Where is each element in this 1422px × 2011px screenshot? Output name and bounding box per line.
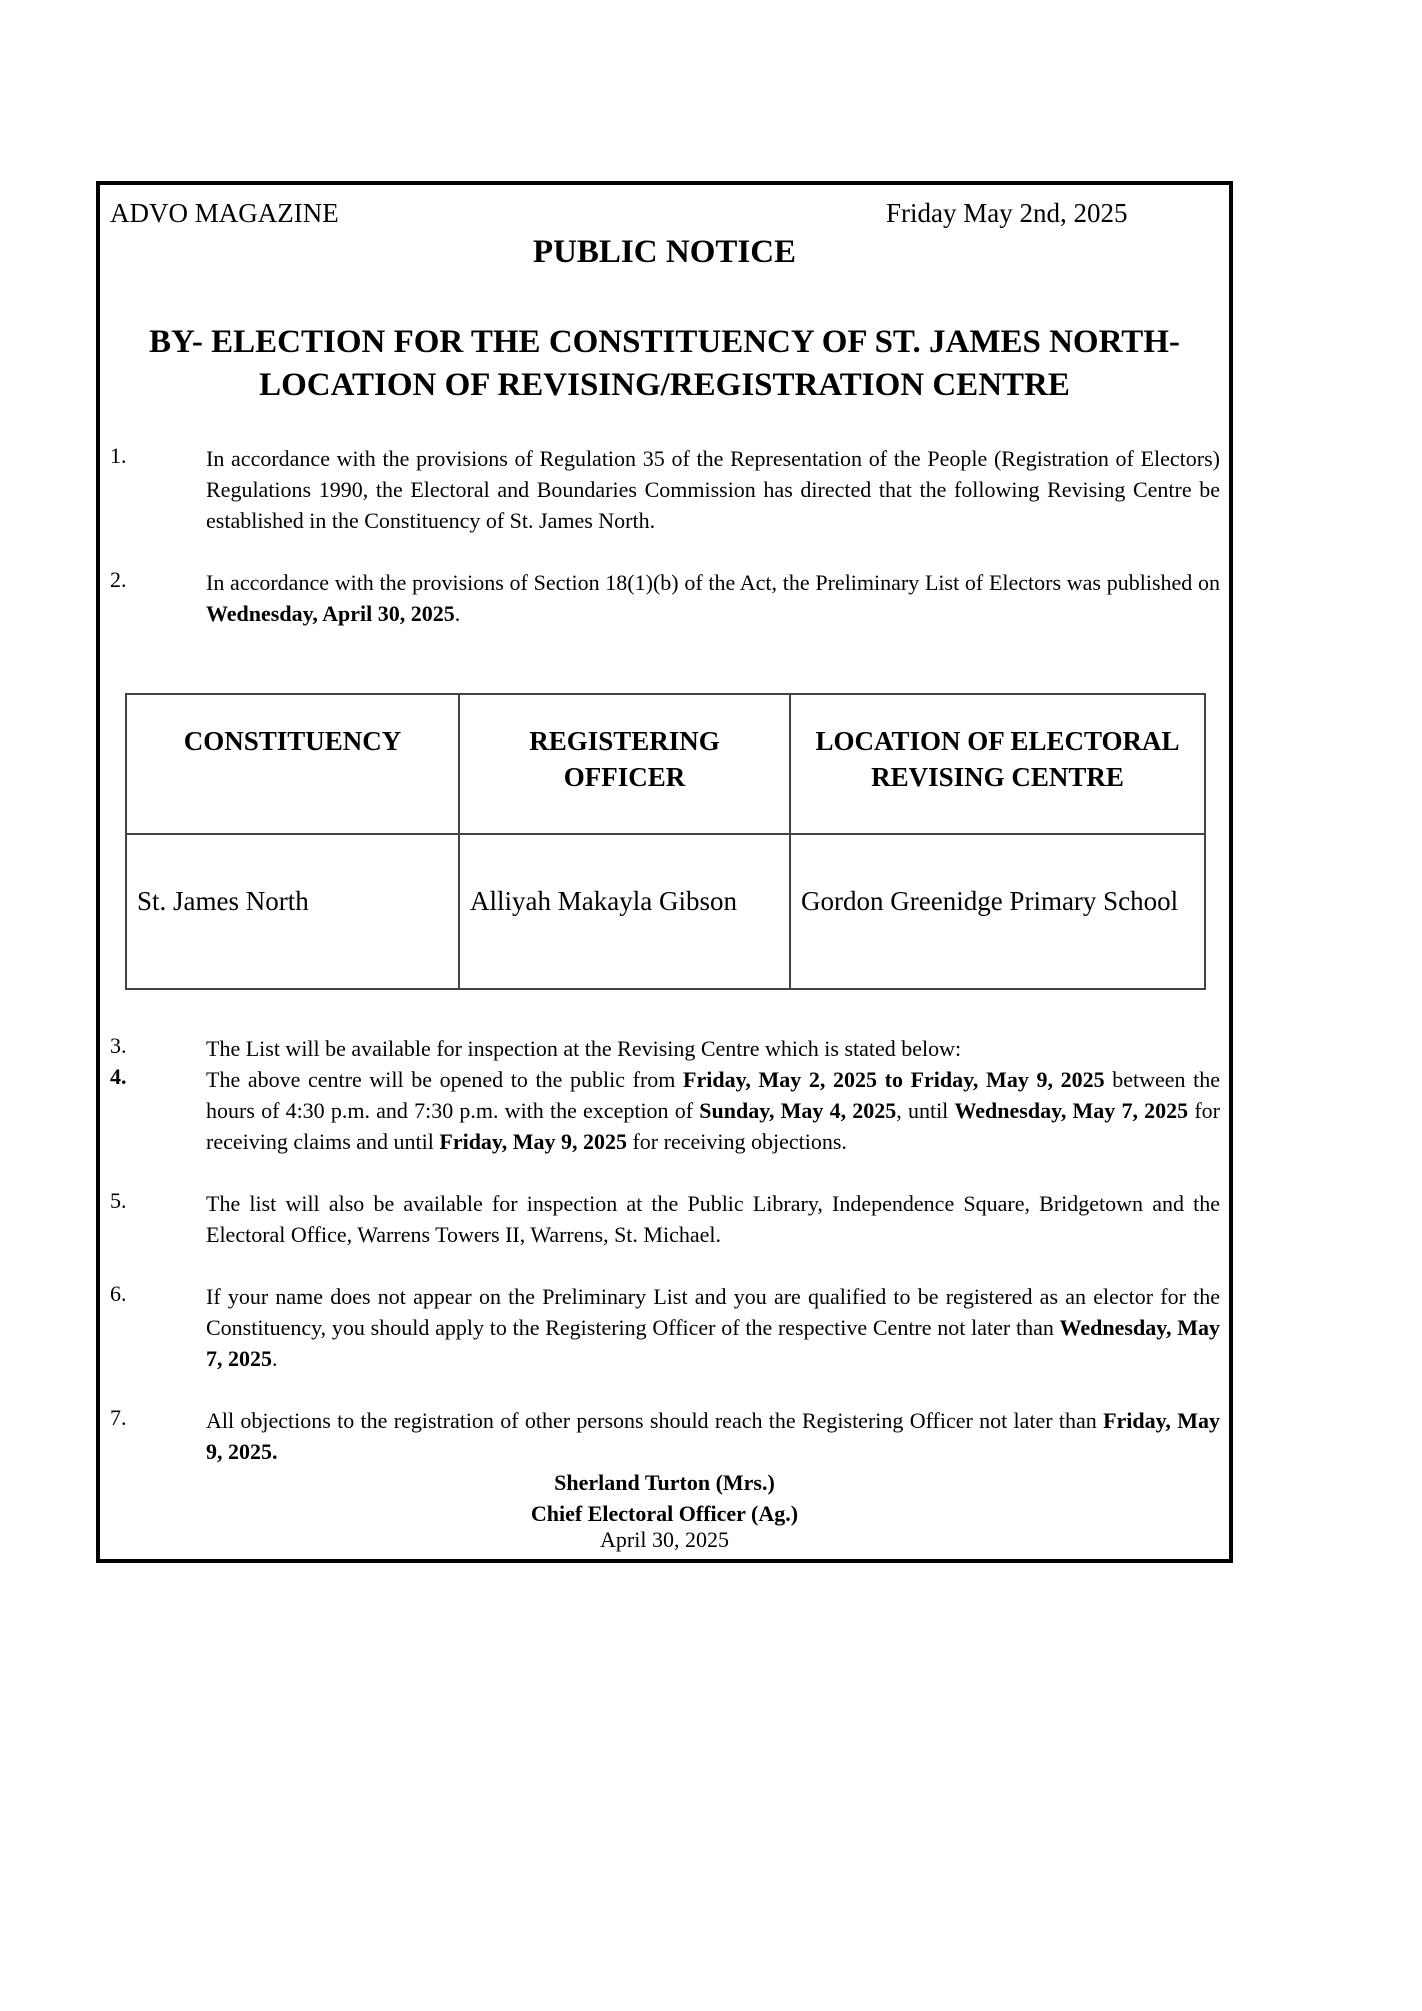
item-7-text: All objections to the registration of other persons should reach the Registering Officer not later than Friday, May 9, 2025. [206,1408,1220,1464]
revising-centre-table [125,693,1206,990]
signatory-role: Chief Electoral Officer (Ag.) [530,1501,799,1526]
item-2-text: In accordance with the provisions of Section 18(1)(b) of the Act, the Preliminary List of Electors was published on Wednesday, April 30, 2025. [206,570,1220,626]
signature-date: April 30, 2025 [600,1527,729,1552]
item-number: 2. [110,567,127,592]
item-number: 4. [110,1064,127,1089]
column-header-location: LOCATION OF ELECTORAL REVISING CENTRE [790,694,1205,834]
item-number: 6. [110,1281,127,1306]
publication-name: ADVO MAGAZINE [110,198,339,228]
cell-location: Gordon Greenidge Primary School [790,834,1205,989]
item-6-text: If your name does not appear on the Preliminary List and you are qualified to be registered as an elector for the Constituency, you should apply to the Registering Officer of the respective Centre not later than Wednesday, May 7, 2025. [206,1284,1220,1371]
item-number: 5. [110,1188,127,1213]
item-number: 3. [110,1033,127,1058]
item-5-text: The list will also be available for inspection at the Public Library, Independence Square, Bridgetown and the Electoral Office, Warrens Towers II, Warrens, St. Michael. [206,1191,1220,1247]
column-header-registering-officer: REGISTERING OFFICER [459,694,790,834]
heading-line-1: BY- ELECTION FOR THE CONSTITUENCY OF ST. JAMES NORTH- [149,324,1180,360]
cell-constituency: St. James North [126,834,459,989]
item-number: 7. [110,1405,127,1430]
item-number: 1. [110,443,127,468]
signatory-name: Sherland Turton (Mrs.) [554,1470,775,1495]
table-row [126,834,1205,989]
table-header-row [126,694,1205,834]
item-4-text: The above centre will be opened to the public from Friday, May 2, 2025 to Friday, May 9, 2025 between the hours of 4:30 p.m. and 7:30 p.m. with the exception of Sunday, May 4, 2025, until Wednesday, May 7, 2025 for receiving claims and until Friday, May 9, 2025 for receiving objections. [206,1067,1221,1154]
heading-line-2: LOCATION OF REVISING/REGISTRATION CENTRE [259,367,1070,403]
column-header-constituency: CONSTITUENCY [126,694,459,834]
item-3-text: The List will be available for inspection at the Revising Centre which is stated below: [206,1036,962,1061]
cell-registering-officer: Alliyah Makayla Gibson [459,834,790,989]
notice-heading [96,321,1233,407]
issue-date: Friday May 2nd, 2025 [886,198,1128,228]
notice-title: PUBLIC NOTICE [532,234,797,270]
item-1-text: In accordance with the provisions of Regulation 35 of the Representation of the People (Registration of Electors) Regulations 1990, the Electoral and Boundaries Commission has directed that the following Revising Centre be established in the Constituency of St. James North. [206,446,1220,533]
